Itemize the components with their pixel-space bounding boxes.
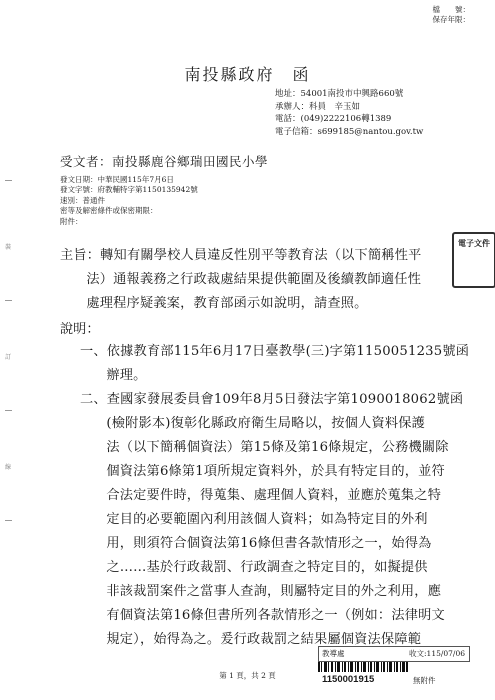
item-line: (檢附影本)復彰化縣政府衛生局略以，按個人資料保護 <box>106 416 425 431</box>
issue-date: 發文日期：中華民國115年7月6日 <box>60 175 174 184</box>
item-line: 非該裁罰案件之當事人查詢，則屬特定目的外之利用，應 <box>106 584 442 599</box>
item-line: 規定），始得為之。爰行政裁罰之結果屬個資法保障範 <box>106 632 422 647</box>
binding-dash <box>5 520 12 521</box>
item-line: 依據教育部115年6月17日臺教學(三)字第1150051235號函 <box>106 344 470 359</box>
document-number: 發文字號：府教輔特字第1150135942號 <box>60 185 198 195</box>
document-title: 南投縣政府 函 <box>184 65 311 84</box>
item-line: 有個資法第16條但書所列各款情形之一（例如：法律明文 <box>106 608 445 623</box>
explanation-item-1 <box>60 340 470 388</box>
binding-dash <box>5 300 12 301</box>
attachment: 附件： <box>60 216 83 226</box>
item-line: 用，則須符合個資法第16條但書各款情形之一，始得為 <box>106 536 432 551</box>
seal-label: 電子文件 <box>458 238 490 248</box>
explanation-item-2 <box>60 388 470 652</box>
received-unit: 教導處 <box>322 649 345 658</box>
item-line: 個資法第6條第1項所規定資料外，於具有特定目的，並符 <box>106 464 445 479</box>
binding-mark-1: 裝 <box>5 244 12 251</box>
address-line: 地址：54001南投市中興路660號 <box>275 89 404 99</box>
email-line: 電子信箱：s699185@nantou.gov.tw <box>275 126 424 137</box>
electronic-document-seal <box>452 232 495 288</box>
binding-mark-2: 訂 <box>5 354 12 361</box>
item-line: 法（以下簡稱個資法）第15條及第16條規定，公務機關除 <box>106 440 449 455</box>
item-marker: 二、 <box>80 392 107 407</box>
document-meta <box>60 175 198 227</box>
subject-section <box>60 244 460 316</box>
binding-dash <box>5 180 12 181</box>
file-number-label: 檔 號： <box>432 5 470 14</box>
item-line: 之……基於行政裁罰、行政調查之特定目的，如擬提供 <box>106 560 428 575</box>
received-date: 收文:115/07/06 <box>409 649 465 658</box>
explanation-label: 說明： <box>60 322 100 337</box>
no-attachment-note: 無附件 <box>413 676 436 685</box>
item-line: 辦理。 <box>106 368 147 383</box>
received-stamp <box>318 646 470 662</box>
officer-line: 承辦人：科員 辛玉如 <box>275 101 361 112</box>
document-code: 1150001915 <box>322 674 375 685</box>
retention-label: 保存年限： <box>432 15 470 24</box>
phone-line: 電話：(049)2222106轉1389 <box>275 114 392 125</box>
subject-line: 處理程序疑義案，教育部函示如說明，請查照。 <box>86 296 368 311</box>
subject-label: 主旨： <box>60 248 101 263</box>
subject-line: 法）通報義務之行政裁處結果提供範圍及後續教師適任性 <box>86 272 422 287</box>
item-line: 查國家發展委員會109年8月5日發法字第1090018062號函 <box>106 392 464 407</box>
item-marker: 一、 <box>80 344 107 359</box>
subject-line: 轉知有關學校人員違反性別平等教育法（以下簡稱性平 <box>100 248 422 263</box>
delivery-speed: 速別：普通件 <box>60 195 105 205</box>
page-number: 第 1 頁，共 2 頁 <box>219 671 276 680</box>
item-line: 定目的必要範圍內利用該個人資料；如為特定目的外利 <box>106 512 428 527</box>
file-number-block <box>352 5 470 25</box>
classification: 密等及解密條件或保密期限： <box>60 206 158 216</box>
item-line: 合法定要件時，得蒐集、處理個人資料，並應於蒐集之特 <box>106 488 442 503</box>
recipient-line: 受文者：南投縣鹿谷鄉瑞田國民小學 <box>60 154 269 169</box>
binding-dash <box>5 410 12 411</box>
binding-mark-3: 線 <box>5 464 12 471</box>
contact-block <box>275 88 423 138</box>
